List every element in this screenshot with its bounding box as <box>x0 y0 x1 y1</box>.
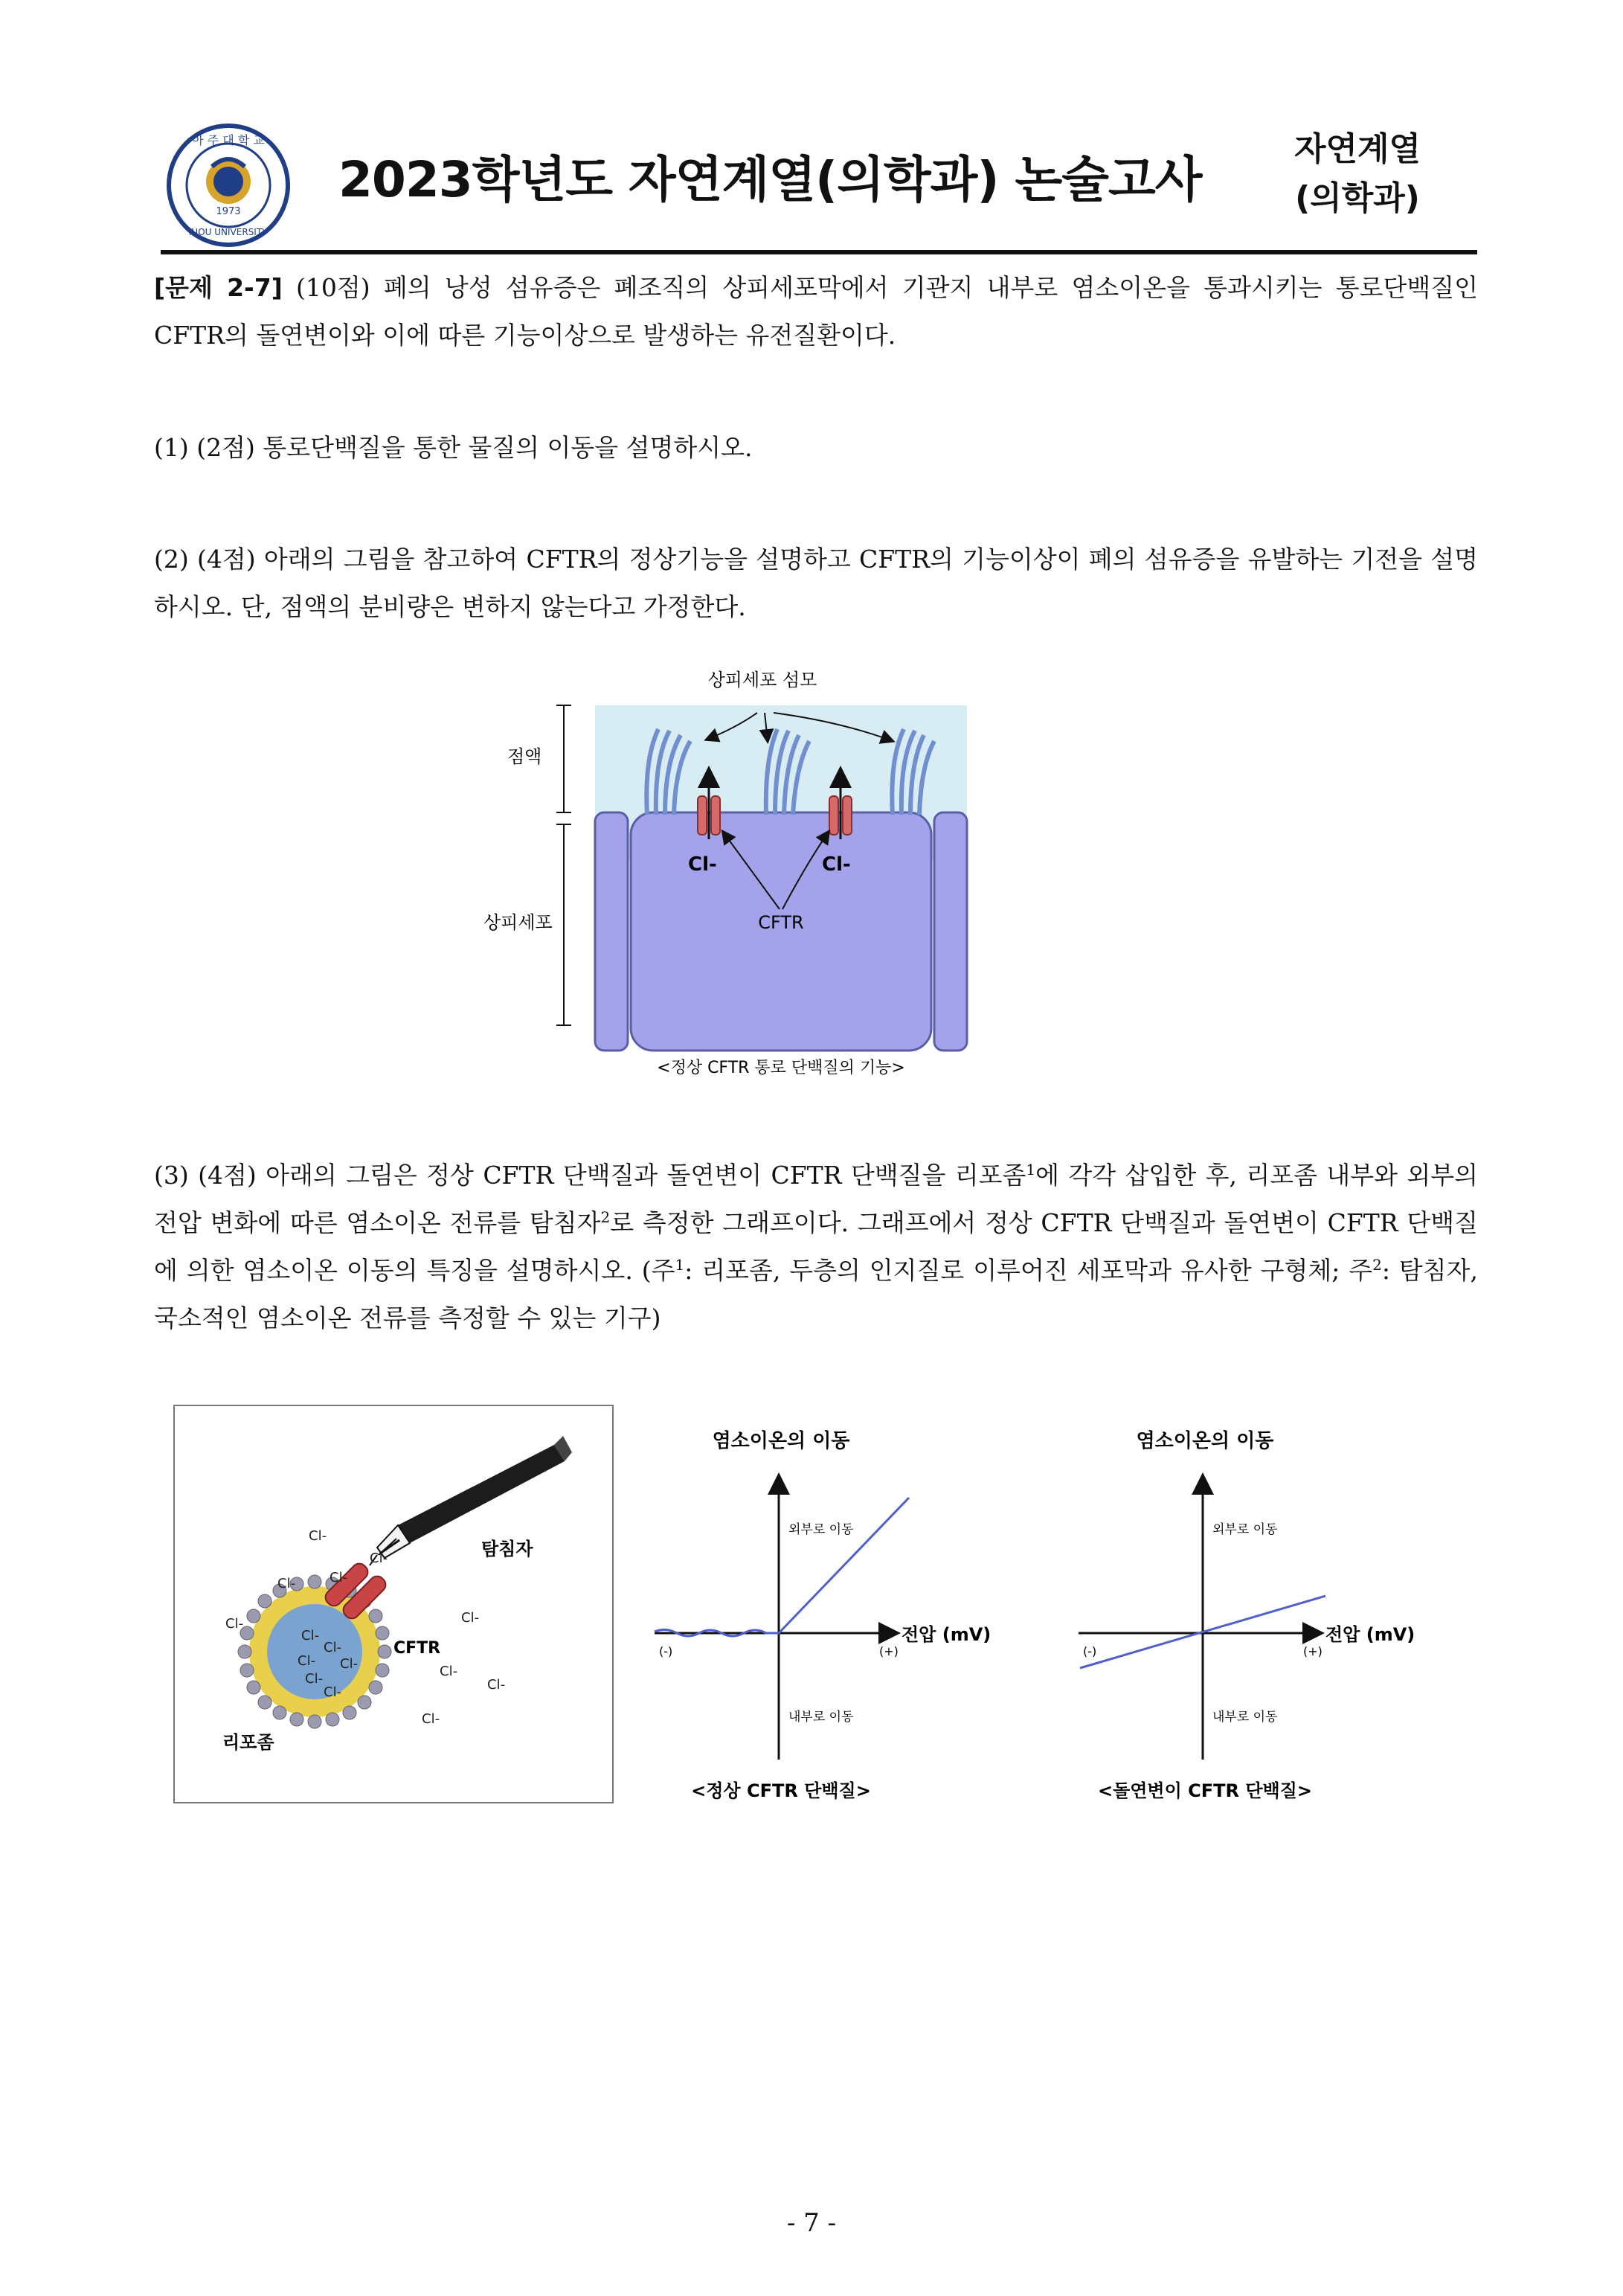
graph2-caption: <돌연변이 CFTR 단백질> <box>1097 1780 1313 1801</box>
svg-text:아 주 대 학 교: 아 주 대 학 교 <box>192 133 265 147</box>
chloride-ion-label-right: Cl- <box>822 853 851 876</box>
question-3-part-c: 로 측정한 그래프이다. 그래프에서 정상 CFTR 단백질과 돌연변이 CFTR 단백질에 의한 염소이온 이동의 특징을 설명하시오. (주 <box>154 1208 1478 1285</box>
svg-text:Cl-: Cl- <box>298 1653 316 1669</box>
svg-text:Cl-: Cl- <box>305 1671 324 1687</box>
graph1-x-label: 전압 (mV) <box>902 1624 992 1645</box>
svg-text:1973: 1973 <box>216 206 241 217</box>
svg-text:Cl-: Cl- <box>370 1551 388 1566</box>
graph2-title: 염소이온의 이동 <box>1136 1430 1274 1452</box>
graph2-inward-label: 내부로 이동 <box>1212 1710 1278 1725</box>
liposome-figure <box>173 1405 614 1803</box>
graph1-outward-label: 외부로 이동 <box>788 1522 854 1537</box>
svg-text:Cl-: Cl- <box>330 1570 348 1585</box>
header-divider <box>161 250 1477 254</box>
footnote-ref-2: 2 <box>600 1208 611 1226</box>
svg-text:Cl-: Cl- <box>487 1677 506 1693</box>
cftr-label: CFTR <box>758 912 804 933</box>
problem-intro <box>154 264 1478 359</box>
question-3-part-d: : 리포좀, 두층의 인지질로 이루어진 세포막과 유사한 구형체; 주 <box>684 1256 1373 1285</box>
svg-text:Cl-: Cl- <box>324 1684 342 1700</box>
graph2-neg-label: (-) <box>1083 1644 1097 1658</box>
footnote-ref-1: 1 <box>1026 1161 1036 1179</box>
graph2-pos-label: (+) <box>1303 1644 1322 1658</box>
problem-label: [문제 2-7] <box>154 273 283 302</box>
cilia-label: 상피세포 섬모 <box>707 670 817 690</box>
svg-text:AJOU UNIVERSITY: AJOU UNIVERSITY <box>189 227 268 237</box>
mucus-label: 점액 <box>507 746 542 767</box>
epithelial-cell-right <box>934 812 967 1051</box>
question-3-part-e: : 탐침자, 국소적인 염소이온 전류를 측정할 수 있는 기구) <box>154 1256 1478 1333</box>
probe-label: 탐침자 <box>481 1539 533 1559</box>
probe <box>370 1436 572 1565</box>
exam-title: 2023학년도 자연계열(의학과) 논술고사 <box>338 151 1202 208</box>
question-3-part-a: (3) (4점) 아래의 그림은 정상 CFTR 단백질과 돌연변이 CFTR 단백질을 리포좀 <box>154 1161 1026 1190</box>
university-logo <box>165 122 292 248</box>
problem-intro-text: (10점) 폐의 낭성 섬유증은 폐조직의 상피세포막에서 기관지 내부로 염소이온을 통과시키는 통로단백질인 CFTR의 돌연변이와 이에 따른 기능이상으로 발생하는 유전질환이다. <box>154 273 1478 350</box>
graph1-pos-label: (+) <box>879 1644 899 1658</box>
svg-text:Cl-: Cl- <box>277 1576 296 1591</box>
graph1-current-line <box>655 1498 909 1636</box>
svg-text:Cl-: Cl- <box>461 1610 480 1626</box>
mutant-cftr-graph <box>1049 1417 1436 1804</box>
question-3-part-b: 에 각각 삽입한 후, 리포좀 내부와 외부의 전압 변화에 따른 염소이온 전류를 탐침자 <box>154 1161 1478 1237</box>
question-1: (1) (2점) 통로단백질을 통한 물질의 이동을 설명하시오. <box>154 433 753 462</box>
graph1-neg-label: (-) <box>659 1644 673 1658</box>
footnote-mark-1: 1 <box>675 1256 685 1274</box>
graph1-caption: <정상 CFTR 단백질> <box>691 1780 871 1801</box>
exam-category-line1: 자연계열 <box>1294 130 1421 168</box>
footnote-mark-2: 2 <box>1372 1256 1382 1274</box>
svg-text:Cl-: Cl- <box>324 1640 342 1655</box>
exam-category-line2: (의학과) <box>1295 179 1420 217</box>
question-3 <box>154 1152 1478 1342</box>
svg-text:Cl-: Cl- <box>309 1528 327 1544</box>
svg-text:Cl-: Cl- <box>340 1656 359 1672</box>
liposome-label: 리포좀 <box>222 1732 274 1753</box>
graph1-inward-label: 내부로 이동 <box>788 1710 854 1725</box>
epithelial-cell-label: 상피세포 <box>483 912 553 933</box>
exam-category <box>1294 125 1421 223</box>
graph2-x-label: 전압 (mV) <box>1325 1624 1415 1645</box>
normal-cftr-graph <box>632 1417 1019 1804</box>
graph1-title: 염소이온의 이동 <box>712 1430 850 1452</box>
svg-text:Cl-: Cl- <box>225 1616 244 1632</box>
question-2: (2) (4점) 아래의 그림을 참고하여 CFTR의 정상기능을 설명하고 CFTR의 기능이상이 폐의 섬유증을 유발하는 기전을 설명하시오. 단, 점액의 분비량은 변하지 않는다고 가정한다. <box>154 545 1478 621</box>
svg-text:Cl-: Cl- <box>301 1628 320 1644</box>
cftr-function-figure <box>469 670 982 1079</box>
svg-text:Cl-: Cl- <box>440 1664 458 1679</box>
figure1-caption: <정상 CFTR 통로 단백질의 기능> <box>657 1059 905 1077</box>
graph2-outward-label: 외부로 이동 <box>1212 1522 1278 1537</box>
chloride-ion-label-left: Cl- <box>688 853 717 876</box>
cftr-liposome-label: CFTR <box>393 1639 441 1658</box>
epithelial-cell-left <box>595 812 628 1051</box>
svg-text:Cl-: Cl- <box>422 1711 440 1727</box>
page-number: - 7 - <box>786 2208 837 2238</box>
